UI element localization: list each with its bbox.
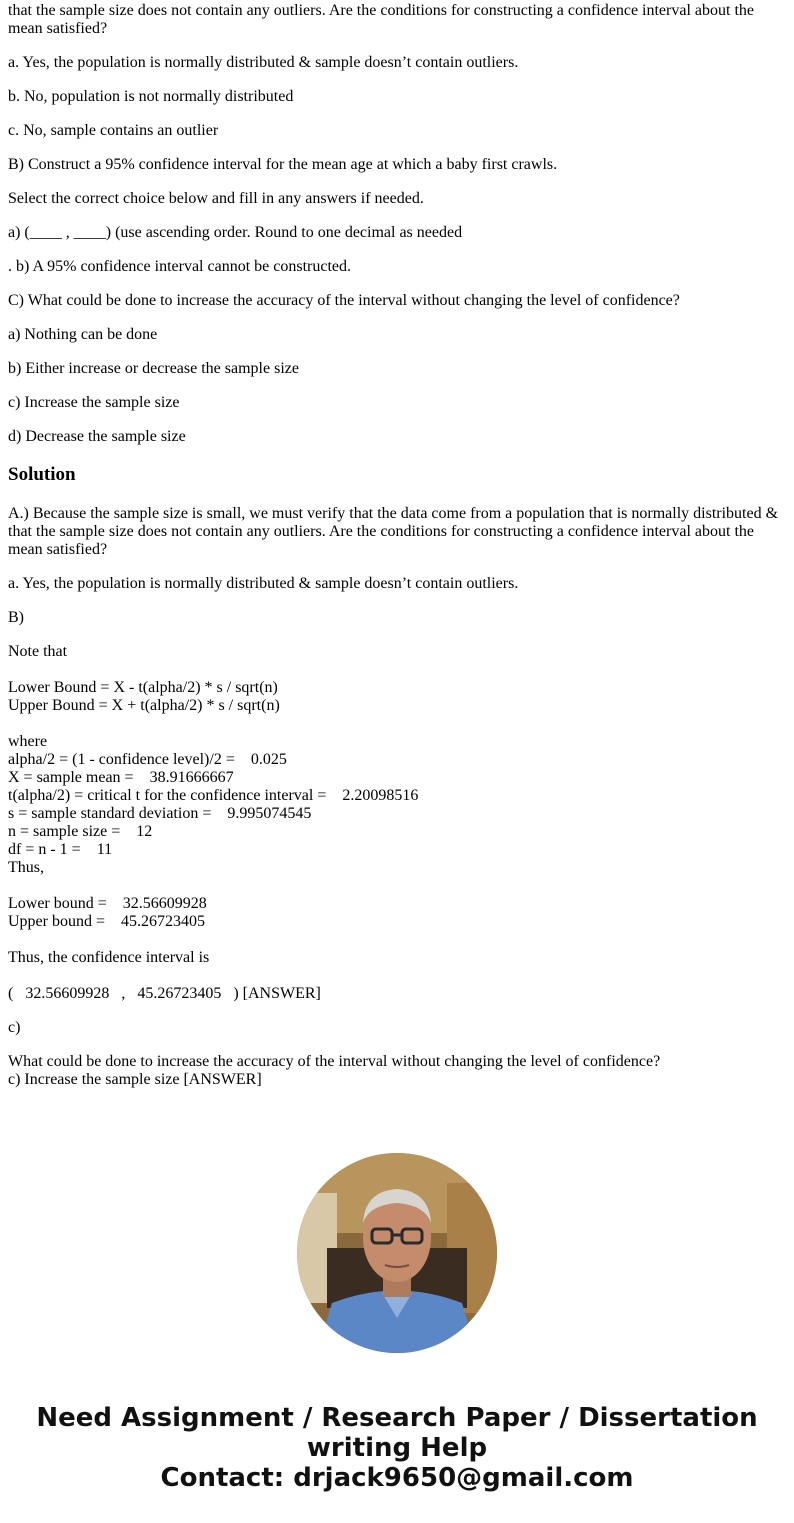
solution-a-line: that the sample size does not contain any outliers. Are the conditions for constructing a confidence interval about the [8,523,754,540]
confidence-interval-answer: ( 32.56609928 , 45.26723405 ) [ANSWER] [8,985,321,1002]
question-intro-line: mean satisfied? [8,20,108,37]
solution-a-line: mean satisfied? [8,541,108,558]
solution-b-label: B) [8,609,24,626]
thus-label: Thus, [8,859,44,876]
sample-size: n = sample size = 12 [8,823,153,840]
footer-promo [0,1403,794,1493]
part-c-option: c) Increase the sample size [8,394,180,411]
solution-heading: Solution [8,464,76,485]
question-intro-line: that the sample size does not contain any outliers. Are the conditions for constructing a confidence interval about the [8,2,754,19]
part-c-option: d) Decrease the sample size [8,428,186,445]
footer-contact: Contact: drjack9650@gmail.com [160,1463,634,1493]
alpha-value: alpha/2 = (1 - confidence level)/2 = 0.025 [8,751,287,768]
critical-t: t(alpha/2) = critical t for the confidence interval = 2.20098516 [8,787,419,804]
solution-c-question: What could be done to increase the accuracy of the interval without changing the level of confidence? [8,1053,661,1070]
degrees-of-freedom: df = n - 1 = 11 [8,841,113,858]
part-c-option: a) Nothing can be done [8,326,158,343]
where-label: where [8,733,48,750]
question-option-a: a. Yes, the population is normally distributed & sample doesn’t contain outliers. [8,54,519,71]
footer-line: Need Assignment / Research Paper / Dissertation [36,1403,758,1433]
part-b-option-b: . b) A 95% confidence interval cannot be constructed. [8,258,351,275]
part-c-prompt: C) What could be done to increase the accuracy of the interval without changing the level of confidence? [8,292,680,309]
upper-bound-formula: Upper Bound = X + t(alpha/2) * s / sqrt(n) [8,697,280,714]
upper-bound-result: Upper bound = 45.26723405 [8,913,206,930]
author-avatar [297,1153,497,1353]
solution-c-label: c) [8,1019,21,1036]
lower-bound-result: Lower bound = 32.56609928 [8,895,207,912]
interval-intro: Thus, the confidence interval is [8,949,210,966]
footer-line: writing Help [306,1433,488,1463]
part-b-prompt: B) Construct a 95% confidence interval for the mean age at which a baby first crawls. [8,156,558,173]
question-option-c: c. No, sample contains an outlier [8,122,219,139]
question-option-b: b. No, population is not normally distributed [8,88,294,105]
sample-sd: s = sample standard deviation = 9.995074545 [8,805,312,822]
sample-mean: X = sample mean = 38.91666667 [8,769,234,786]
lower-bound-formula: Lower Bound = X - t(alpha/2) * s / sqrt(n) [8,679,278,696]
part-b-option-a: a) (____ , ____) (use ascending order. Round to one decimal as needed [8,224,463,241]
part-b-instruction: Select the correct choice below and fill in any answers if needed. [8,190,424,207]
author-portrait-image [297,1153,497,1353]
solution-c-answer: c) Increase the sample size [ANSWER] [8,1071,262,1088]
solution-a-line: A.) Because the sample size is small, we must verify that the data come from a population that is normally distributed & [8,505,779,522]
solution-a-answer: a. Yes, the population is normally distributed & sample doesn’t contain outliers. [8,575,519,592]
solution-note: Note that [8,643,68,660]
part-c-option: b) Either increase or decrease the sample size [8,360,299,377]
